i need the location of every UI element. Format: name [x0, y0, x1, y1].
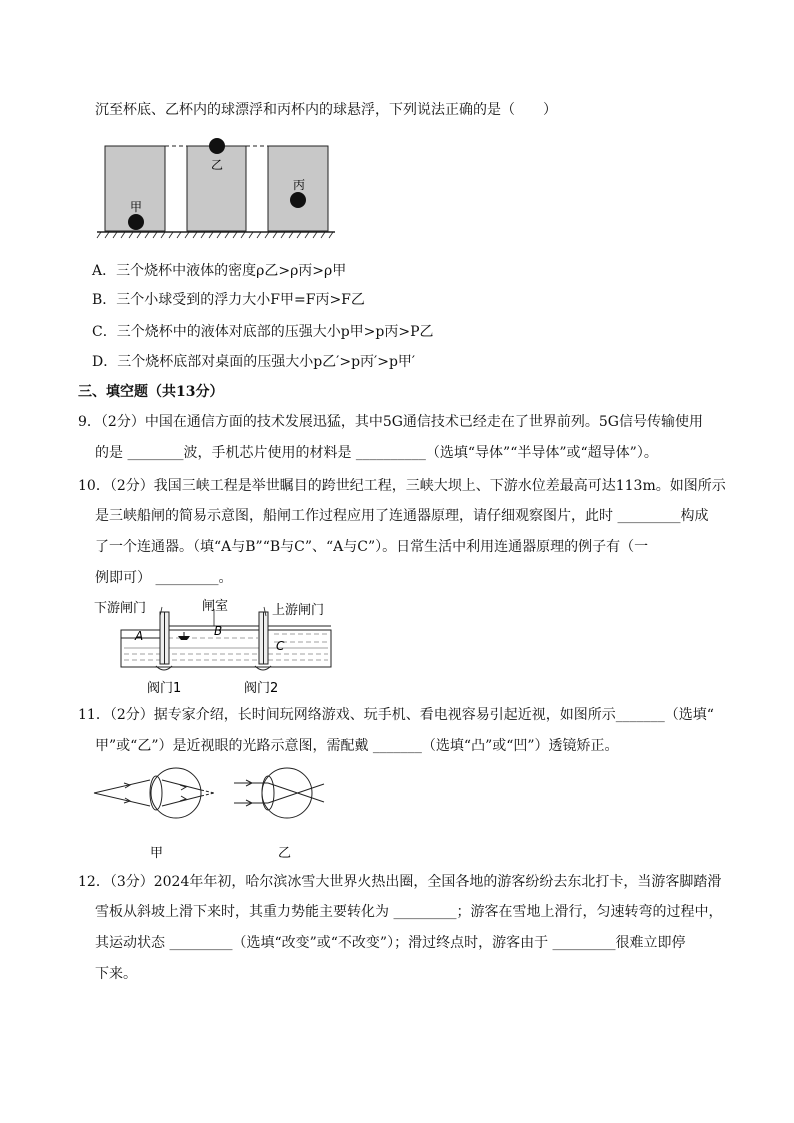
ball-bing — [290, 192, 306, 208]
label-yi: 乙 — [211, 158, 224, 172]
label-c: C — [276, 639, 285, 653]
q10-line-4: 例即可） _________。 — [95, 570, 233, 586]
label-eye-jia: 甲 — [150, 846, 164, 861]
q9-line-2: 的是 ________波，手机芯片使用的材料是 __________（选填“导体”“半导体”或“超导体”）。 — [95, 445, 658, 461]
eye-jia — [94, 768, 214, 818]
q12-line-4: 下来。 — [95, 966, 137, 982]
q10-line-2: 是三峡船闸的简易示意图，船闸工作过程应用了连通器原理，请仔细观察图片，此时 _________构成 — [95, 508, 709, 524]
q12-line-3: 其运动状态 _________（选填“改变”或“不改变”）；滑过终点时，游客由于 _________很难立即停 — [95, 935, 686, 951]
q8-option-b: B．三个小球受到的浮力大小F甲=F丙>F乙 — [92, 292, 365, 308]
q12-line-1: 12．（3分）2024年年初，哈尔滨冰雪大世界火热出圈，全国各地的游客纷纷去东北打卡，当游客脚踏滑 — [78, 874, 722, 890]
eye-yi — [234, 768, 324, 818]
ship-lock-figure — [94, 598, 344, 698]
q8-option-c: C．三个烧杯中的液体对底部的压强大小p甲>p丙>P乙 — [92, 324, 434, 340]
label-upstream-gate: 上游闸门 — [272, 603, 325, 618]
label-downstream-gate: 下游闸门 — [94, 601, 147, 616]
q9-line-1: 9．（2分）中国在通信方面的技术发展迅猛，其中5G通信技术已经走在了世界前列。5G信号传输使用 — [78, 414, 703, 430]
beakers-figure — [95, 136, 345, 242]
label-jia: 甲 — [130, 200, 143, 214]
label-a: A — [135, 629, 144, 643]
label-eye-yi: 乙 — [278, 846, 292, 861]
section-title: 三、填空题（共13分） — [78, 384, 224, 400]
label-b: B — [214, 624, 223, 638]
ball-jia — [128, 214, 144, 230]
label-chamber: 闸室 — [202, 599, 229, 614]
q12-line-2: 雪板从斜坡上滑下来时，其重力势能主要转化为 _________；游客在雪地上滑行，匀速转弯的过程中， — [95, 904, 723, 920]
ball-yi — [209, 138, 225, 154]
label-valve1: 阀门1 — [147, 681, 182, 696]
q8-option-a: A．三个烧杯中液体的密度ρ乙>ρ丙>ρ甲 — [92, 263, 347, 279]
q10-line-3: 了一个连通器。（填“A与B”“B与C”、“A与C”）。日常生活中利用连通器原理的例子有（一 — [95, 539, 649, 555]
label-valve2: 阀门2 — [244, 681, 279, 696]
label-bing: 丙 — [293, 178, 306, 192]
eye-diagrams-figure — [94, 766, 334, 862]
q8-option-d: D．三个烧杯底部对桌面的压强大小p乙′>p丙′>p甲′ — [92, 354, 416, 370]
q10-line-1: 10．（2分）我国三峡工程是举世瞩目的跨世纪工程，三峡大坝上、下游水位差最高可达113m。如图所示 — [78, 478, 726, 494]
q11-line-2: 甲”或“乙”）是近视眼的光路示意图，需配戴 _______（选填“凸”或“凹”）透镜矫正。 — [95, 738, 619, 754]
q11-line-1: 11．（2分）据专家介绍，长时间玩网络游戏、玩手机、看电视容易引起近视，如图所示_______（选填“ — [78, 707, 714, 723]
q8-intro-text: 沉至杯底、乙杯内的球漂浮和丙杯内的球悬浮，下列说法正确的是（ ） — [95, 102, 557, 118]
